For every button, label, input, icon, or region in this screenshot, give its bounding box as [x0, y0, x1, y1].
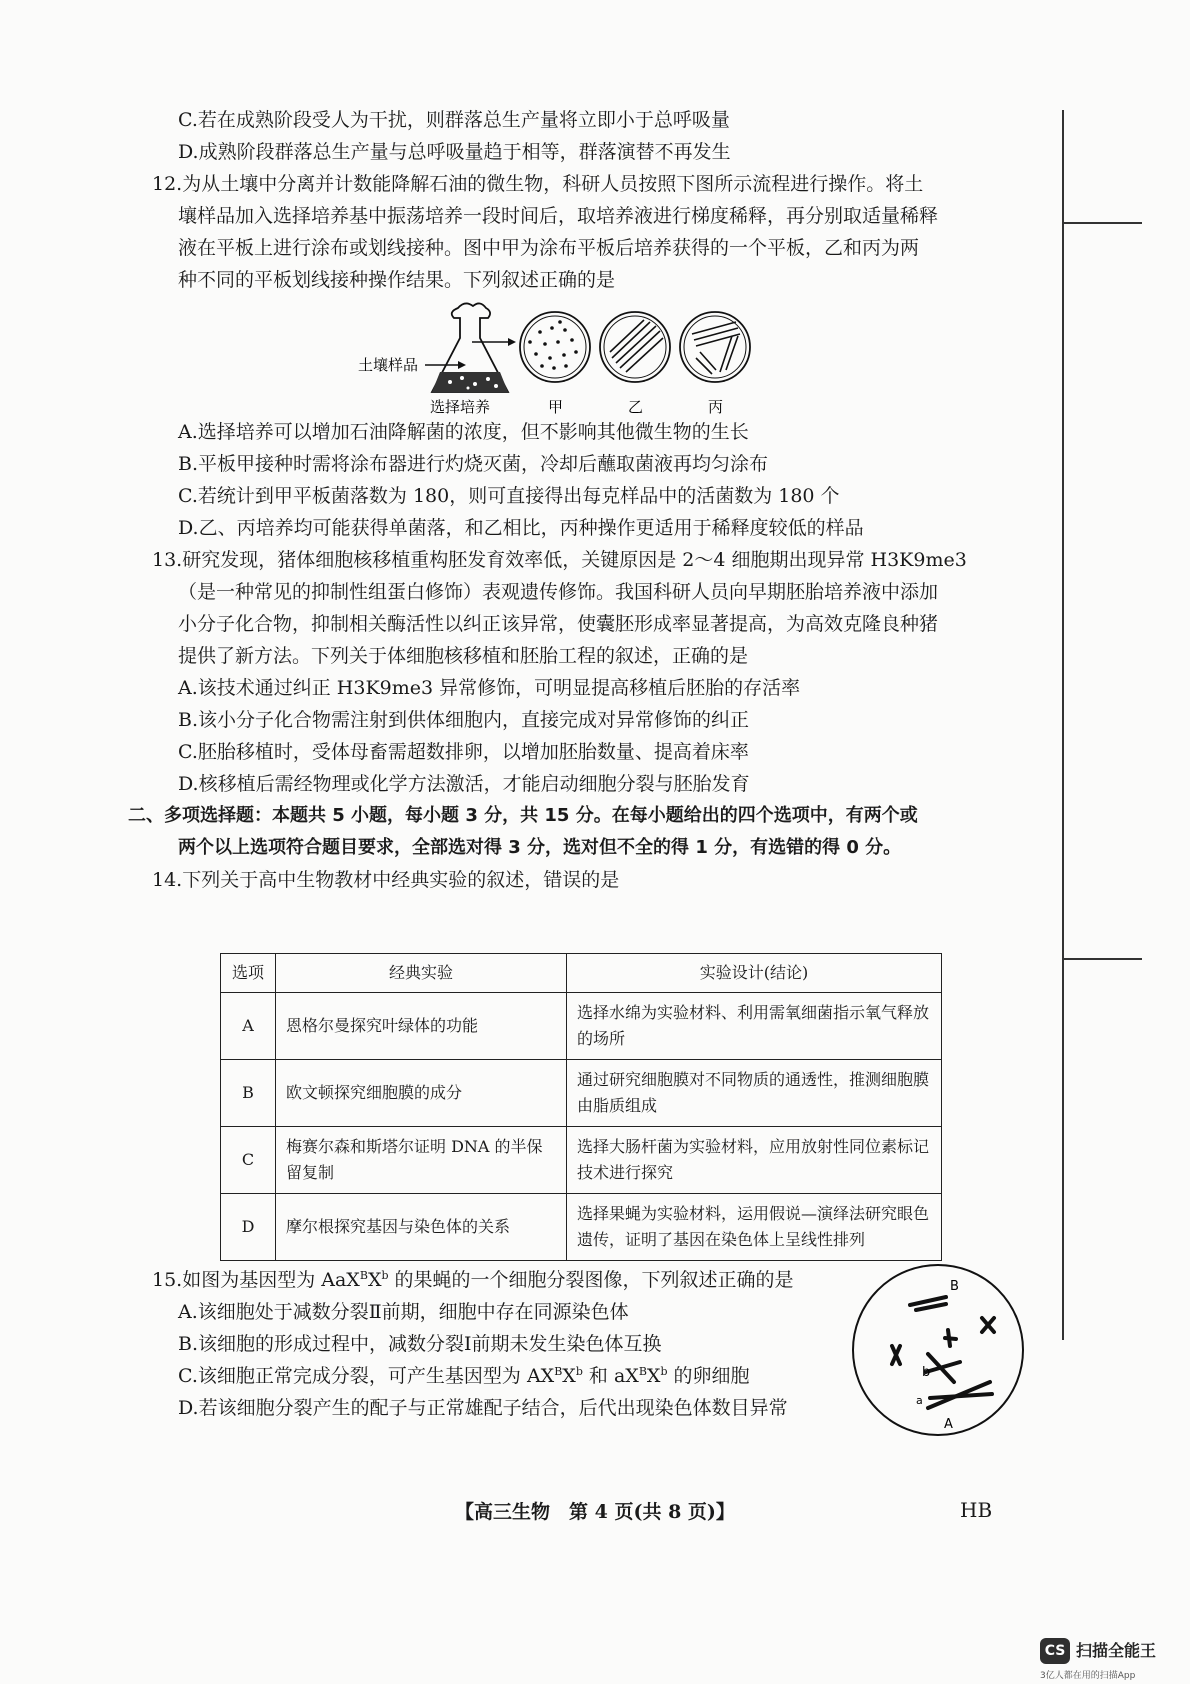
label-A: A [944, 1417, 953, 1432]
q12-option-d: D.乙、丙培养均可能获得单菌落，和乙相比，丙种操作更适用于稀释度较低的样品 [178, 517, 864, 539]
arrow-head [458, 361, 466, 369]
sample-label: 土壤样品 [358, 356, 419, 374]
table-row [221, 1127, 942, 1194]
q12-option-b: B.平板甲接种时需将涂布器进行灼烧灭菌，冷却后蘸取菌液再均匀涂布 [178, 453, 769, 475]
plate-bing-streak [680, 312, 750, 382]
q13-stem-line: 提供了新方法。下列关于体细胞核移植和胚胎工程的叙述，正确的是 [178, 645, 749, 667]
q15-option-c: C.该细胞正常完成分裂，可产生基因型为 $AX^BX^b$ 和 $aX^BX^b$ 的卵细胞 [178, 1365, 750, 1387]
header-experiment: 经典实验 [276, 954, 567, 993]
row-design: 选择水绵为实验材料、利用需氧细菌指示氧气释放的场所 [567, 993, 942, 1060]
q12-culture-flow-figure [340, 300, 840, 440]
section2-heading-cont: 两个以上选项符合题目要求，全部选对得 3 分，选对但不全的得 1 分，有选错的得 0 分。 [178, 837, 902, 858]
row-design: 选择大肠杆菌为实验材料，应用放射性同位素标记技术进行探究 [567, 1127, 942, 1194]
row-design: 通过研究细胞膜对不同物质的通透性，推测细胞膜由脂质组成 [567, 1060, 942, 1127]
row-option: A [221, 993, 276, 1060]
q13-stem-line: 13.研究发现，猪体细胞核移植重构胚发育效率低，关键原因是 2～4 细胞期出现异常 H3K9me3 [152, 549, 967, 571]
q15-stem: 15.如图为基因型为 $AaX^BX^b$ 的果蝇的一个细胞分裂图像，下列叙述正确的是 [152, 1269, 794, 1291]
q14-stem: 14.下列关于高中生物教材中经典实验的叙述，错误的是 [152, 869, 620, 891]
cell-membrane [853, 1265, 1023, 1435]
q15-option-d: D.若该细胞分裂产生的配子与正常雄配子结合，后代出现染色体数目异常 [178, 1397, 788, 1419]
row-experiment: 摩尔根探究基因与染色体的关系 [276, 1194, 567, 1261]
q14-experiment-table [220, 953, 942, 1261]
table-row [221, 993, 942, 1060]
flask-label: 选择培养 [430, 398, 491, 416]
plate-jia-spread-colonies [520, 312, 590, 382]
table-row [221, 1060, 942, 1127]
row-experiment: 恩格尔曼探究叶绿体的功能 [276, 993, 567, 1060]
row-experiment: 欧文顿探究细胞膜的成分 [276, 1060, 567, 1127]
q13-option-d: D.核移植后需经物理或化学方法激活，才能启动细胞分裂与胚胎发育 [178, 773, 750, 795]
q12-stem-line: 壤样品加入选择培养基中振荡培养一段时间后，取培养液进行梯度稀释，再分别取适量稀释 [178, 205, 939, 227]
q11-option-c: C.若在成熟阶段受人为干扰，则群落总生产量将立即小于总呼吸量 [178, 109, 730, 131]
arrow-head [508, 338, 516, 346]
row-option: D [221, 1194, 276, 1261]
header-design: 实验设计(结论) [567, 954, 942, 993]
q12-stem-line: 12.为从土壤中分离并计数能降解石油的微生物，科研人员按照下图所示流程进行操作。将土 [152, 173, 924, 195]
conical-flask-icon [432, 303, 508, 392]
margin-tick-bottom [1062, 958, 1142, 960]
label-a: a [916, 1394, 923, 1407]
plate-label-yi: 乙 [628, 398, 644, 416]
edition-code: HB [960, 1498, 993, 1522]
plate-label-bing: 丙 [708, 398, 724, 416]
label-B: B [950, 1279, 959, 1294]
q13-option-c: C.胚胎移植时，受体母畜需超数排卵，以增加胚胎数量、提高着床率 [178, 741, 749, 763]
q12-stem-line: 种不同的平板划线接种操作结果。下列叙述正确的是 [178, 269, 616, 291]
q13-option-b: B.该小分子化合物需注射到供体细胞内，直接完成对异常修饰的纠正 [178, 709, 750, 731]
row-option: C [221, 1127, 276, 1194]
plate-label-jia: 甲 [548, 398, 564, 416]
table-header-row [221, 954, 942, 993]
q13-option-a: A.该技术通过纠正 H3K9me3 异常修饰，可明显提高移植后胚胎的存活率 [178, 677, 801, 699]
camscanner-logo-icon: CS [1040, 1638, 1070, 1664]
q13-stem-line: 小分子化合物，抑制相关酶活性以纠正该异常，使囊胚形成率显著提高，为高效克隆良种猪 [178, 613, 939, 635]
margin-tick-top [1062, 222, 1142, 224]
chromosomes [892, 1297, 994, 1408]
q15-option-b: B.该细胞的形成过程中，减数分裂Ⅰ前期未发生染色体互换 [178, 1333, 662, 1355]
q15-option-a: A.该细胞处于减数分裂Ⅱ前期，细胞中存在同源染色体 [178, 1301, 629, 1323]
camscanner-watermark: 扫描全能王 [1076, 1641, 1157, 1660]
cell-division-figure [848, 1260, 1028, 1440]
binding-margin-rule [1062, 110, 1064, 1340]
row-design: 选择果蝇为实验材料，运用假说—演绎法研究眼色遗传，证明了基因在染色体上呈线性排列 [567, 1194, 942, 1261]
q13-stem-line: （是一种常见的抑制性组蛋白修饰）表观遗传修饰。我国科研人员向早期胚胎培养液中添加 [178, 581, 939, 603]
section2-heading: 二、多项选择题：本题共 5 小题，每小题 3 分，共 15 分。在每小题给出的四个选项中，有两个或 [128, 805, 918, 826]
page-footer: 【高三生物 第 4 页(共 8 页)】 [455, 1501, 735, 1523]
header-option: 选项 [221, 954, 276, 993]
row-option: B [221, 1060, 276, 1127]
q12-option-a: A.选择培养可以增加石油降解菌的浓度，但不影响其他微生物的生长 [178, 421, 749, 443]
table-row [221, 1194, 942, 1261]
row-experiment: 梅赛尔森和斯塔尔证明 DNA 的半保留复制 [276, 1127, 567, 1194]
q12-stem-line: 液在平板上进行涂布或划线接种。图中甲为涂布平板后培养获得的一个平板，乙和丙为两 [178, 237, 920, 259]
camscanner-tagline: 3亿人都在用的扫描App [1040, 1671, 1136, 1681]
q11-option-d: D.成熟阶段群落总生产量与总呼吸量趋于相等，群落演替不再发生 [178, 141, 731, 163]
plate-yi-streak [600, 312, 670, 382]
q12-option-c: C.若统计到甲平板菌落数为 180，则可直接得出每克样品中的活菌数为 180 个 [178, 485, 840, 507]
label-b: b [922, 1365, 931, 1380]
